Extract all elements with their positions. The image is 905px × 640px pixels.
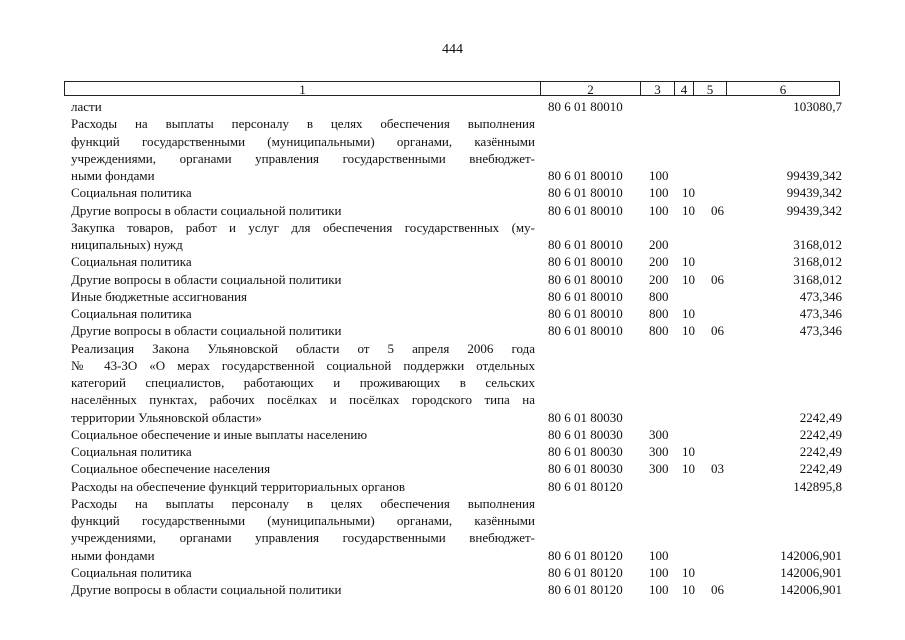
row-sum: 473,346 [799, 288, 842, 304]
row-section: 10 [682, 202, 695, 218]
table-row [0, 115, 905, 132]
table-body [0, 98, 905, 598]
row-code: 80 6 01 80010 [548, 288, 623, 304]
row-name: Иные бюджетные ассигнования [71, 288, 248, 304]
row-name: Социальное обеспечение населения [71, 461, 271, 477]
row-subsection: 03 [711, 461, 724, 477]
table-row [0, 374, 905, 391]
table-row [0, 322, 905, 339]
table-row [0, 288, 905, 305]
row-expense-type: 100 [649, 564, 669, 580]
row-expense-type: 100 [649, 185, 669, 201]
header-col-4: 4 [674, 81, 693, 96]
row-name: ниципальных) нужд [71, 237, 183, 252]
row-code: 80 6 01 80010 [548, 168, 623, 183]
row-sum: 142006,901 [780, 564, 842, 580]
row-name: Социальная политика [71, 306, 192, 321]
row-name: функций государственными (муниципальными) органами, казёнными [71, 513, 535, 528]
row-code: 80 6 01 80010 [548, 323, 623, 339]
row-subsection: 06 [711, 202, 724, 218]
row-name: населённых пунктах, рабочих посёлках и посёлках городского типа на [71, 392, 535, 408]
row-name: Закупка товаров, работ и услуг для обеспечения государственных (му- [71, 219, 535, 235]
row-sum: 103080,7 [793, 99, 842, 114]
row-sum: 2242,49 [799, 409, 842, 425]
table-row [0, 564, 905, 581]
row-sum: 99439,342 [786, 185, 842, 201]
row-code: 80 6 01 80010 [548, 254, 623, 270]
row-subsection: 06 [711, 582, 724, 597]
row-name: ласти [71, 99, 102, 114]
row-code: 80 6 01 80010 [548, 237, 623, 252]
row-sum: 142006,901 [780, 582, 842, 597]
table-row [0, 547, 905, 564]
row-sum: 99439,342 [786, 168, 842, 183]
row-code: 80 6 01 80010 [548, 271, 623, 287]
row-code: 80 6 01 80030 [548, 426, 623, 442]
row-name: ными фондами [71, 547, 155, 563]
row-expense-type: 100 [649, 547, 669, 563]
row-name: Расходы на выплаты персоналу в целях обеспечения выполнения [71, 495, 535, 511]
header-col-1: 1 [64, 81, 540, 96]
row-expense-type: 200 [649, 271, 669, 287]
row-code: 80 6 01 80030 [548, 461, 623, 477]
row-expense-type: 800 [649, 323, 669, 339]
row-name: Социальная политика [71, 254, 192, 270]
row-name: Социальная политика [71, 564, 192, 580]
table-row [0, 219, 905, 236]
row-section: 10 [682, 306, 695, 321]
row-sum: 2242,49 [799, 426, 842, 442]
row-expense-type: 800 [649, 306, 669, 321]
row-name: территории Ульяновской области» [71, 409, 262, 425]
table-row [0, 409, 905, 426]
row-expense-type: 100 [649, 202, 669, 218]
row-name: учреждениями, органами управления государственными внебюджет- [71, 530, 535, 546]
row-name: ными фондами [71, 168, 155, 183]
row-name: категорий специалистов, работающих и проживающих в сельских [71, 375, 535, 390]
header-col-3: 3 [640, 81, 674, 96]
row-code: 80 6 01 80030 [548, 444, 623, 459]
table-row [0, 184, 905, 201]
table-row [0, 253, 905, 270]
table-row [0, 133, 905, 150]
row-section: 10 [682, 323, 695, 339]
header-col-5: 5 [693, 81, 726, 96]
row-sum: 473,346 [799, 323, 842, 339]
table-row [0, 478, 905, 495]
row-expense-type: 300 [649, 444, 669, 459]
table-row [0, 202, 905, 219]
row-code: 80 6 01 80010 [548, 99, 623, 114]
header-col-2: 2 [540, 81, 640, 96]
row-section: 10 [682, 185, 695, 201]
row-expense-type: 800 [649, 288, 669, 304]
row-sum: 3168,012 [793, 271, 842, 287]
row-sum: 2242,49 [799, 461, 842, 477]
row-name: Другие вопросы в области социальной политики [71, 323, 342, 339]
row-sum: 2242,49 [799, 444, 842, 459]
row-section: 10 [682, 564, 695, 580]
header-col-6: 6 [726, 81, 840, 96]
table-row [0, 305, 905, 322]
row-code: 80 6 01 80010 [548, 185, 623, 201]
row-subsection: 06 [711, 271, 724, 287]
row-code: 80 6 01 80120 [548, 478, 623, 494]
table-row [0, 443, 905, 460]
table-row [0, 495, 905, 512]
row-name: Социальное обеспечение и иные выплаты населению [71, 426, 368, 442]
table-row [0, 426, 905, 443]
row-name: № 43-ЗО «О мерах государственной социальной поддержки отдельных [71, 357, 535, 373]
row-name: Социальная политика [71, 185, 192, 201]
row-code: 80 6 01 80010 [548, 202, 623, 218]
row-section: 10 [682, 461, 695, 477]
table-row [0, 357, 905, 374]
table-row [0, 150, 905, 167]
table-row [0, 98, 905, 115]
row-section: 10 [682, 254, 695, 270]
row-sum: 473,346 [799, 306, 842, 321]
row-name: Расходы на выплаты персоналу в целях обеспечения выполнения [71, 116, 535, 132]
row-section: 10 [682, 444, 695, 459]
row-sum: 142006,901 [780, 547, 842, 563]
row-expense-type: 100 [649, 582, 669, 597]
row-expense-type: 200 [649, 254, 669, 270]
table-row [0, 512, 905, 529]
table-row [0, 391, 905, 408]
row-code: 80 6 01 80010 [548, 306, 623, 321]
row-code: 80 6 01 80120 [548, 547, 623, 563]
row-expense-type: 100 [649, 168, 669, 183]
row-code: 80 6 01 80030 [548, 409, 623, 425]
row-name: Расходы на обеспечение функций территориальных органов [71, 478, 406, 494]
row-section: 10 [682, 271, 695, 287]
row-subsection: 06 [711, 323, 724, 339]
table-row [0, 236, 905, 253]
table-row [0, 529, 905, 546]
table-row [0, 271, 905, 288]
table-row [0, 581, 905, 598]
row-sum: 99439,342 [786, 202, 842, 218]
row-name: Реализация Закона Ульяновской области от 5 апреля 2006 года [71, 340, 535, 356]
row-name: функций государственными (муниципальными) органами, казёнными [71, 133, 535, 149]
row-code: 80 6 01 80120 [548, 582, 623, 597]
row-name: Другие вопросы в области социальной политики [71, 582, 342, 597]
row-expense-type: 300 [649, 461, 669, 477]
row-sum: 3168,012 [793, 254, 842, 270]
table-row [0, 460, 905, 477]
row-name: учреждениями, органами управления государственными внебюджет- [71, 150, 535, 166]
row-expense-type: 200 [649, 237, 669, 252]
row-name: Социальная политика [71, 444, 192, 459]
row-sum: 3168,012 [793, 237, 842, 252]
row-code: 80 6 01 80120 [548, 564, 623, 580]
row-section: 10 [682, 582, 695, 597]
row-name: Другие вопросы в области социальной политики [71, 202, 342, 218]
row-sum: 142895,8 [793, 478, 842, 494]
table-row [0, 167, 905, 184]
table-row [0, 340, 905, 357]
row-expense-type: 300 [649, 426, 669, 442]
page-number: 444 [442, 42, 463, 57]
row-name: Другие вопросы в области социальной политики [71, 271, 342, 287]
